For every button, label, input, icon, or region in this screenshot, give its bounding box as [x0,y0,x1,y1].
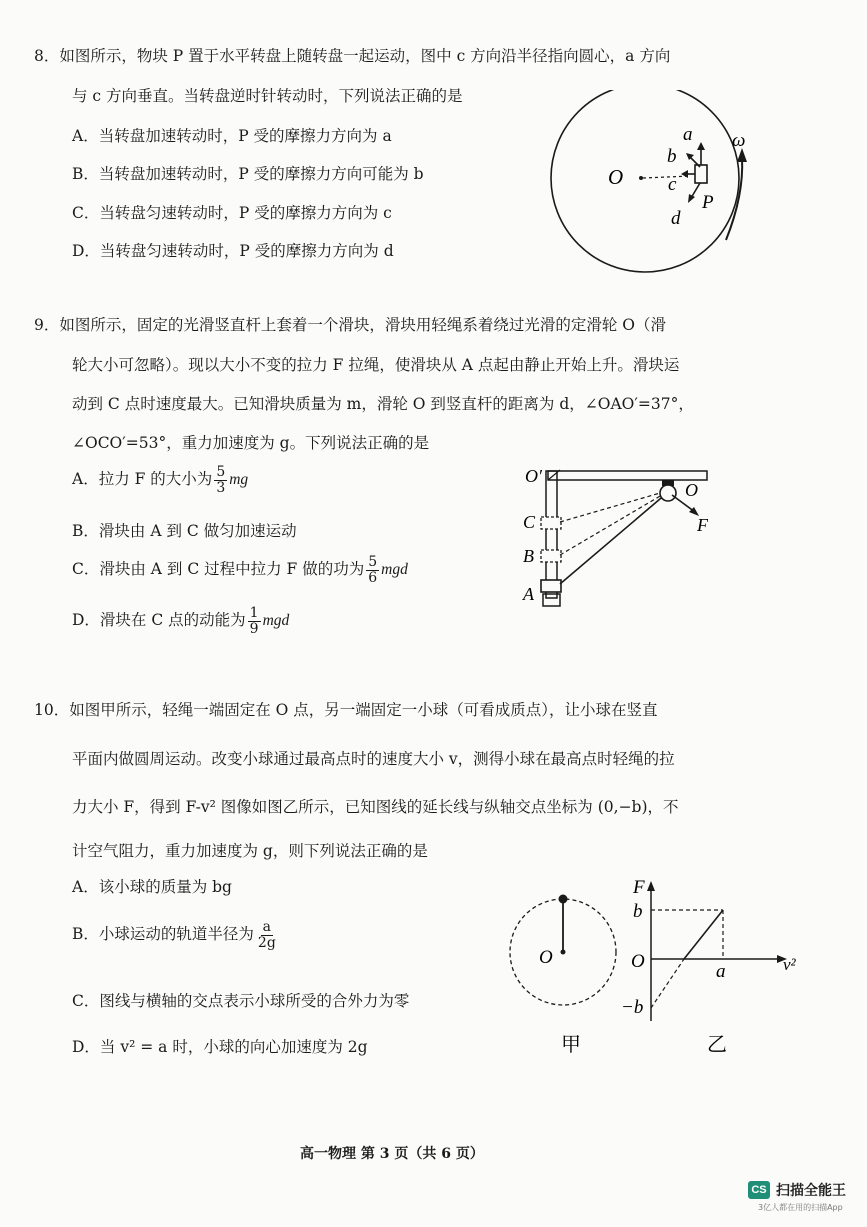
label-o: O [608,165,624,189]
fraction-numerator: 5 [216,464,226,480]
label-f: F [697,515,708,535]
q9-option-d-unit: mgd [262,612,290,630]
block-p [695,165,707,183]
rope-a [560,493,667,584]
caption-yi: 乙 [707,1034,727,1056]
q10-figure-yi [615,875,810,1065]
ball [559,895,568,904]
graph-line [684,910,723,959]
q10-stem-line3: 力大小 F，得到 F-v² 图像如图乙所示，已知图线的延长线与纵轴交点坐标为 (0,−b)，不 [72,798,679,816]
q10-stem-line2: 平面内做圆周运动。改变小球通过最高点时的速度大小 v，测得小球在最高点时轻绳的拉 [72,750,675,768]
rotation-arrow [726,158,742,240]
q10-option-b-fraction [256,920,278,950]
label-o: O [631,951,645,972]
q10-option-b-text: B．小球运动的轨道半径为 [72,925,254,944]
caption-jia: 甲 [561,1034,581,1056]
fixed-point-o [561,950,566,955]
q8-turntable-figure [540,90,770,290]
label-omega: ω [732,130,746,151]
q9-stem-line3: 动到 C 点时速度最大。已知滑块质量为 m，滑轮 O 到竖直杆的距离为 d，∠OAO′=37°， [72,395,694,413]
q9-option-a-unit: mg [229,471,249,489]
q10-option-d: D．当 v² = a 时，小球的向心加速度为 2g [72,1038,368,1056]
label-v2: v² [783,955,796,974]
q10-option-b [72,920,280,950]
q8-option-c: C．当转盘匀速转动时，P 受的摩擦力方向为 c [72,204,392,222]
q9-option-c-fraction [366,555,379,585]
slider-c [541,517,561,529]
q9-option-c-text: C．滑块由 A 到 C 过程中拉力 F 做的功为 [72,560,365,579]
page-footer: 高一物理 第 3 页（共 6 页） [300,1146,484,1162]
pulley [660,485,676,501]
label-b: B [523,546,534,566]
q9-pulley-figure [515,462,725,617]
q9-option-d-text: D．滑块在 C 点的动能为 [72,611,246,630]
vertical-rod [546,471,557,598]
radius-dashed [643,176,690,178]
label-o: O [539,947,553,968]
q9-option-a [72,465,248,495]
label-o-prime: O′ [525,466,542,486]
watermark-app-name: 扫描全能王 [776,1183,846,1199]
fraction-denominator: 6 [368,569,378,586]
label-a: a [716,961,726,982]
q8-option-b: B．当转盘加速转动时，P 受的摩擦力方向可能为 b [72,165,424,183]
center-dot [639,176,643,180]
q10-option-c: C．图线与横轴的交点表示小球所受的合外力为零 [72,992,410,1010]
q9-option-d [72,606,289,636]
label-a: A [523,584,534,604]
label-neg-b: −b [621,997,644,1018]
fraction-denominator: 2g [257,934,276,951]
slider-a [541,580,561,592]
ceiling-beam [548,471,707,480]
label-c: C [523,512,536,532]
q10-stem-line1: 10．如图甲所示，轻绳一端固定在 O 点，另一端固定一小球（可看成质点），让小球在竖直 [34,701,658,719]
q9-stem-line2: 轮大小可忽略）。现以大小不变的拉力 F 拉绳，使滑块从 A 点起由静止开始上升。滑块运 [72,356,680,374]
label-o: O [685,480,698,500]
cs-logo-icon: CS [748,1181,770,1199]
q9-option-b: B．滑块由 A 到 C 做匀加速运动 [72,522,297,540]
label-p: P [702,192,714,213]
q8-option-d: D．当转盘匀速转动时，P 受的摩擦力方向为 d [72,242,394,260]
fraction-denominator: 3 [216,479,226,496]
q9-option-a-text: A．拉力 F 的大小为 [72,470,213,489]
rope-b [560,492,667,555]
fraction-numerator: a [262,919,272,935]
q10-figure-jia [505,885,625,1060]
label-c: c [668,174,677,195]
label-a: a [683,124,693,145]
label-f: F [633,877,645,898]
q9-option-c [72,555,408,585]
q8-stem-line1: 8．如图所示，物块 P 置于水平转盘上随转盘一起运动，图中 c 方向沿半径指向圆心，a 方向 [34,47,671,65]
q8-stem-line2: 与 c 方向垂直。当转盘逆时针转动时，下列说法正确的是 [72,87,463,105]
fraction-numerator: 1 [249,605,259,621]
q9-option-c-unit: mgd [381,561,408,579]
q9-option-a-fraction [214,465,227,495]
watermark-tagline: 3亿人都在用的扫描App [758,1203,843,1212]
label-d: d [671,208,681,229]
fraction-numerator: 5 [368,554,378,570]
graph-extension-dashed [651,959,684,1008]
q9-stem-line4: ∠OCO′=53°，重力加速度为 g。下列说法正确的是 [72,434,430,452]
fraction-denominator: 9 [249,620,259,637]
q8-option-a: A．当转盘加速转动时，P 受的摩擦力方向为 a [72,127,392,145]
label-b: b [633,901,643,922]
watermark-badge [748,1180,846,1200]
label-b: b [667,146,677,167]
slider-b [541,550,561,562]
turntable-circle [551,90,739,272]
scanner-watermark [748,1180,846,1213]
q9-option-d-fraction [248,606,261,636]
q9-stem-line1: 9．如图所示，固定的光滑竖直杆上套着一个滑块，滑块用轻绳系着绕过光滑的定滑轮 O（滑 [34,316,666,334]
q10-stem-line4: 计空气阻力，重力加速度为 g，则下列说法正确的是 [72,842,428,860]
q10-option-a: A．该小球的质量为 bg [72,878,232,896]
